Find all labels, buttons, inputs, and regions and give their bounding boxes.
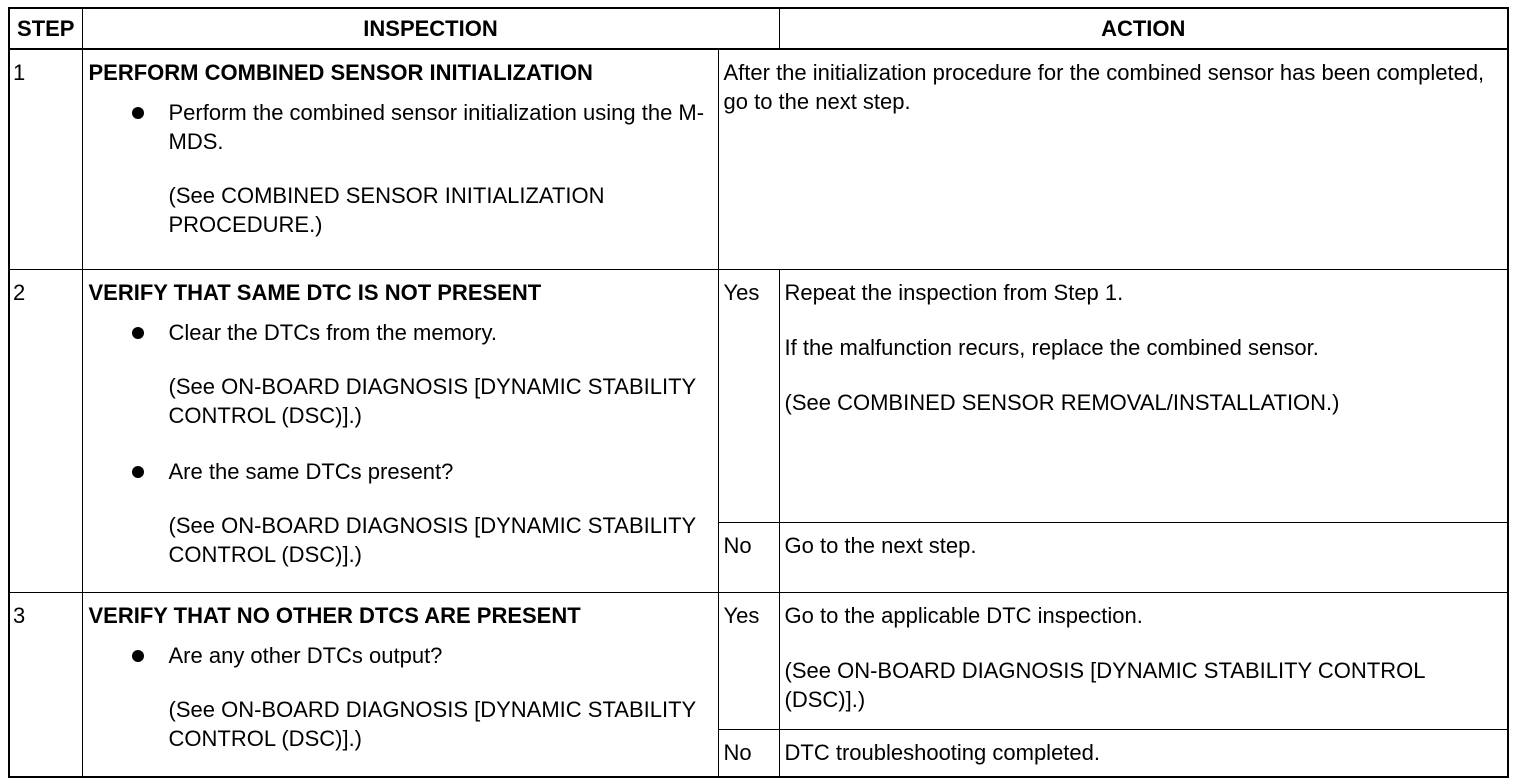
no-action-cell: [779, 730, 1508, 778]
inspection-item: [89, 98, 710, 156]
action-line: (See ON-BOARD DIAGNOSIS [DYNAMIC STABILITY CONTROL (DSC)].): [784, 658, 1425, 712]
action-line: Go to the applicable DTC inspection.: [784, 603, 1143, 628]
bullet-icon: [132, 650, 144, 662]
no-label: No: [718, 730, 779, 778]
inspection-item: [89, 641, 710, 670]
inspection-cell: [82, 270, 718, 593]
step-number: 1: [9, 49, 82, 270]
step-row-1: [9, 49, 1508, 270]
inspection-reference: (See ON-BOARD DIAGNOSIS [DYNAMIC STABILITY CONTROL (DSC)].): [168, 374, 696, 428]
action-line: Repeat the inspection from Step 1.: [784, 280, 1124, 305]
inspection-title: PERFORM COMBINED SENSOR INITIALIZATION: [88, 60, 593, 85]
yes-action-cell: [779, 593, 1508, 730]
diagnostic-table: [8, 7, 1509, 778]
header-inspection: INSPECTION: [82, 8, 779, 49]
bullet-icon: [132, 107, 144, 119]
bullet-icon: [132, 327, 144, 339]
header-row: [9, 8, 1508, 49]
inspection-item-text: Perform the combined sensor initialization using the M-MDS.: [168, 100, 705, 154]
inspection-item-text: Clear the DTCs from the memory.: [168, 320, 497, 345]
inspection-title: VERIFY THAT NO OTHER DTCS ARE PRESENT: [88, 603, 581, 628]
action-line: DTC troubleshooting completed.: [784, 740, 1100, 765]
step-number: 3: [9, 593, 82, 778]
step-row-2-yes: [9, 270, 1508, 523]
yes-label: Yes: [718, 270, 779, 523]
header-action: ACTION: [779, 8, 1508, 49]
yes-label: Yes: [718, 593, 779, 730]
header-step: STEP: [9, 8, 82, 49]
no-label: No: [718, 523, 779, 593]
action-cell: After the initialization procedure for the combined sensor has been completed, go to the next step.: [718, 49, 1508, 270]
step-row-3-yes: [9, 593, 1508, 730]
bullet-icon: [132, 466, 144, 478]
step-number: 2: [9, 270, 82, 593]
yes-action-cell: [779, 270, 1508, 523]
inspection-cell: [82, 49, 718, 270]
inspection-reference: (See ON-BOARD DIAGNOSIS [DYNAMIC STABILITY CONTROL (DSC)].): [168, 697, 696, 751]
action-line: If the malfunction recurs, replace the combined sensor.: [784, 335, 1319, 360]
inspection-cell: [82, 593, 718, 778]
inspection-item-text: Are the same DTCs present?: [168, 459, 454, 484]
inspection-item-text: Are any other DTCs output?: [168, 643, 443, 668]
action-line: Go to the next step.: [784, 533, 977, 558]
inspection-title: VERIFY THAT SAME DTC IS NOT PRESENT: [88, 280, 542, 305]
no-action-cell: [779, 523, 1508, 593]
inspection-reference: (See ON-BOARD DIAGNOSIS [DYNAMIC STABILITY CONTROL (DSC)].): [168, 513, 696, 567]
inspection-item: [89, 318, 710, 347]
action-line: (See COMBINED SENSOR REMOVAL/INSTALLATION.): [784, 390, 1340, 415]
inspection-reference: (See COMBINED SENSOR INITIALIZATION PROCEDURE.): [168, 183, 605, 237]
inspection-item: [89, 457, 710, 486]
